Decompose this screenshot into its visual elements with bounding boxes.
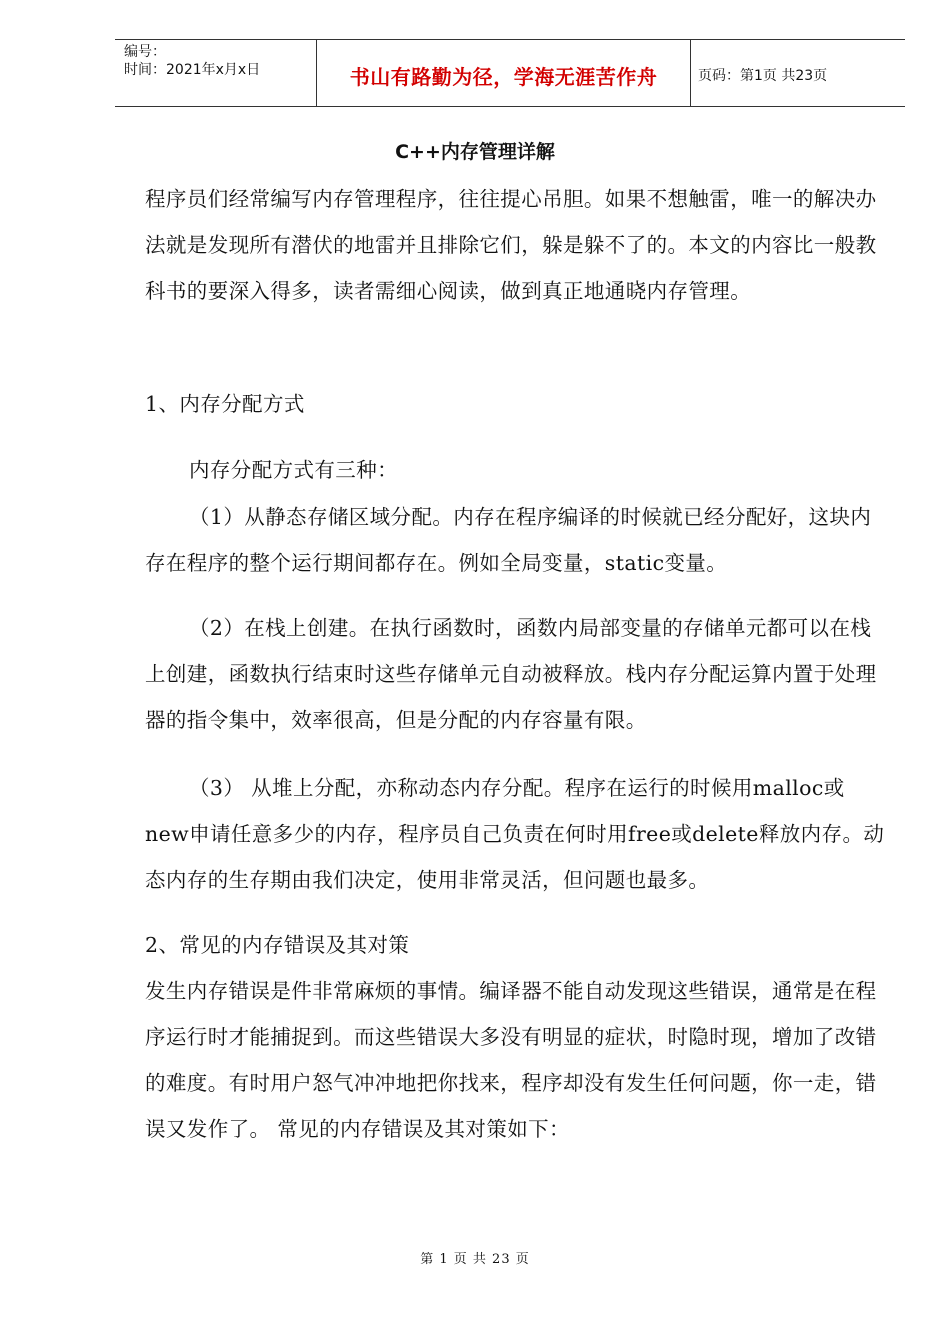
section-2 bbox=[145, 922, 885, 968]
section-paragraph: （1）从静态存储区域分配。内存在程序编译的时候就已经分配好，这块内存在程序的整个运行期间都存在。例如全局变量，static变量。 bbox=[145, 505, 872, 575]
page-header bbox=[115, 39, 905, 107]
section-paragraph: （3） 从堆上分配，亦称动态内存分配。程序在运行的时候用malloc或new申请任意多少的内存，程序员自己负责在何时用free或delete释放内存。动态内存的生存期由我们决定，使用非常灵活，但问题也最多。 bbox=[145, 776, 885, 892]
section-1-item2 bbox=[145, 605, 885, 743]
page-footer: 第 1 页 共 23 页 bbox=[420, 1252, 530, 1267]
section-heading: 1、内存分配方式 bbox=[145, 392, 305, 416]
header-motto: 书山有路勤为径，学海无涯苦作舟 bbox=[349, 65, 658, 89]
section-paragraph: 内存分配方式有三种： bbox=[189, 458, 398, 482]
header-page-info: 页码：第1页 共23页 bbox=[698, 68, 828, 84]
intro-section bbox=[145, 176, 885, 314]
section-1-item3 bbox=[145, 765, 885, 903]
document-title: C++内存管理详解 bbox=[395, 141, 555, 163]
header-divider bbox=[690, 39, 691, 107]
section-1 bbox=[145, 381, 885, 427]
header-bottom-rule bbox=[115, 106, 905, 107]
section-1-lead bbox=[145, 447, 885, 493]
doc-time-label: 时间：2021年x月x日 bbox=[124, 62, 261, 78]
section-paragraph: 发生内存错误是件非常麻烦的事情。编译器不能自动发现这些错误，通常是在程序运行时才能捕捉到。而这些错误大多没有明显的症状，时隐时现，增加了改错的难度。有时用户怒气冲冲地把你找来，程序却没有发生任何问题，你一走，错误又发作了。 常见的内存错误及其对策如下： bbox=[145, 979, 877, 1141]
intro-paragraph: 程序员们经常编写内存管理程序，往往提心吊胆。如果不想触雷，唯一的解决办法就是发现所有潜伏的地雷并且排除它们，躲是躲不了的。本文的内容比一般教科书的要深入得多，读者需细心阅读，做到真正地通晓内存管理。 bbox=[145, 187, 877, 303]
header-meta bbox=[124, 43, 260, 79]
section-1-item1 bbox=[145, 494, 885, 586]
section-heading: 2、常见的内存错误及其对策 bbox=[145, 933, 410, 957]
doc-number-label: 编号： bbox=[124, 44, 166, 60]
header-top-rule bbox=[115, 39, 905, 40]
section-paragraph: （2）在栈上创建。在执行函数时，函数内局部变量的存储单元都可以在栈上创建，函数执行结束时这些存储单元自动被释放。栈内存分配运算内置于处理器的指令集中，效率很高，但是分配的内存容量有限。 bbox=[145, 616, 877, 732]
section-2-body bbox=[145, 968, 885, 1152]
